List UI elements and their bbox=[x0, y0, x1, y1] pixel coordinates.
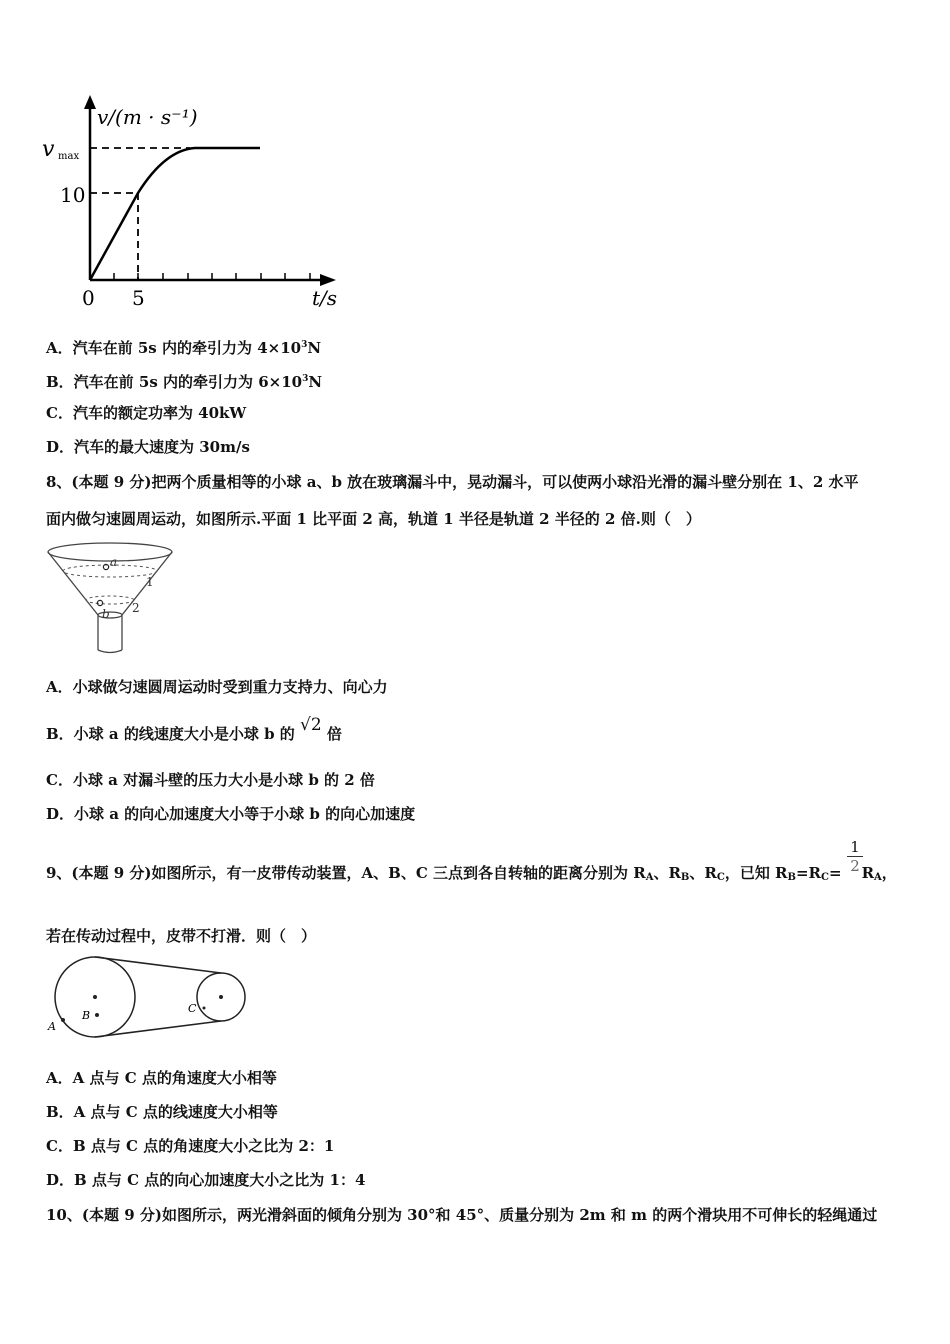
ball-b-label: b bbox=[102, 607, 110, 621]
y-tick-10: 10 bbox=[60, 183, 86, 207]
x-axis-arrow bbox=[320, 274, 336, 286]
orbit-1-label: 1 bbox=[146, 575, 154, 589]
q8-option-c: C．小球 a 对漏斗壁的压力大小是小球 b 的 2 倍 bbox=[46, 771, 375, 789]
orbit-2-label: 2 bbox=[132, 601, 140, 615]
point-a-label: A bbox=[48, 1020, 56, 1033]
q8-stem-line1: 8、(本题 9 分)把两个质量相等的小球 a、b 放在玻璃漏斗中，晃动漏斗，可以使两小球沿光滑的漏斗壁分别在 1、2 水平 bbox=[46, 473, 859, 491]
q7-option-a: A．汽车在前 5s 内的牵引力为 $4\times 10^3N$ bbox=[46, 339, 322, 357]
q9-option-b: B．A 点与 C 点的线速度大小相等 bbox=[46, 1103, 278, 1121]
velocity-curve bbox=[90, 148, 260, 280]
q9-option-c: C．B 点与 C 点的角速度大小之比为 2：1 bbox=[46, 1137, 335, 1155]
y-axis-arrow bbox=[84, 95, 96, 109]
q8-option-d: D．小球 a 的向心加速度大小等于小球 b 的向心加速度 bbox=[46, 805, 416, 823]
x-axis-label: t/s bbox=[312, 286, 338, 310]
q7-option-b: B．汽车在前 5s 内的牵引力为 $6\times 10^3N$ bbox=[46, 373, 323, 391]
ball-a-label: a bbox=[110, 555, 118, 569]
y-axis-label: v/(m · s⁻¹) bbox=[97, 105, 198, 129]
belt-drive-figure bbox=[40, 952, 260, 1042]
origin-label: 0 bbox=[82, 286, 95, 310]
fraction-one-half: $\frac{1}{2}$ bbox=[847, 838, 863, 875]
q8-option-a: A．小球做匀速圆周运动时受到重力支持力、向心力 bbox=[46, 678, 388, 696]
vmax-label: v bbox=[42, 137, 55, 162]
funnel-figure bbox=[40, 540, 180, 660]
q9-stem-line2: 若在传动过程中，皮带不打滑．则（ ） bbox=[46, 927, 317, 945]
q9-stem-line1: 9、(本题 9 分)如图所示，有一皮带传动装置，A、B、C 三点到各自转轴的距离分别为 $R_A$、$R_B$、$R_C$，已知 $R_B=R_C= R_A$， bbox=[46, 864, 897, 883]
x-tick-5: 5 bbox=[132, 286, 145, 310]
point-b-label: B bbox=[82, 1009, 91, 1022]
vmax-subscript: max bbox=[58, 151, 80, 162]
q8-stem-line2: 面内做匀速圆周运动，如图所示.平面 1 比平面 2 高，轨道 1 半径是轨道 2 半径的 2 倍.则（ ） bbox=[46, 510, 701, 528]
velocity-time-graph bbox=[40, 95, 350, 315]
q10-stem-line1: 10、(本题 9 分)如图所示，两光滑斜面的倾角分别为 30°和 45°、质量分别为 2m 和 m 的两个滑块用不可伸长的轻绳通过 bbox=[46, 1206, 878, 1224]
q7-option-c: C．汽车的额定功率为 40kW bbox=[46, 404, 247, 422]
q9-option-a: A．A 点与 C 点的角速度大小相等 bbox=[46, 1069, 277, 1087]
q9-option-d: D．B 点与 C 点的向心加速度大小之比为 1：4 bbox=[46, 1171, 366, 1189]
point-c-label: C bbox=[188, 1002, 197, 1015]
q8-option-b: B．小球 a 的线速度大小是小球 b 的 √2 倍 bbox=[46, 715, 342, 743]
q7-option-d: D．汽车的最大速度为 30m/s bbox=[46, 438, 250, 456]
